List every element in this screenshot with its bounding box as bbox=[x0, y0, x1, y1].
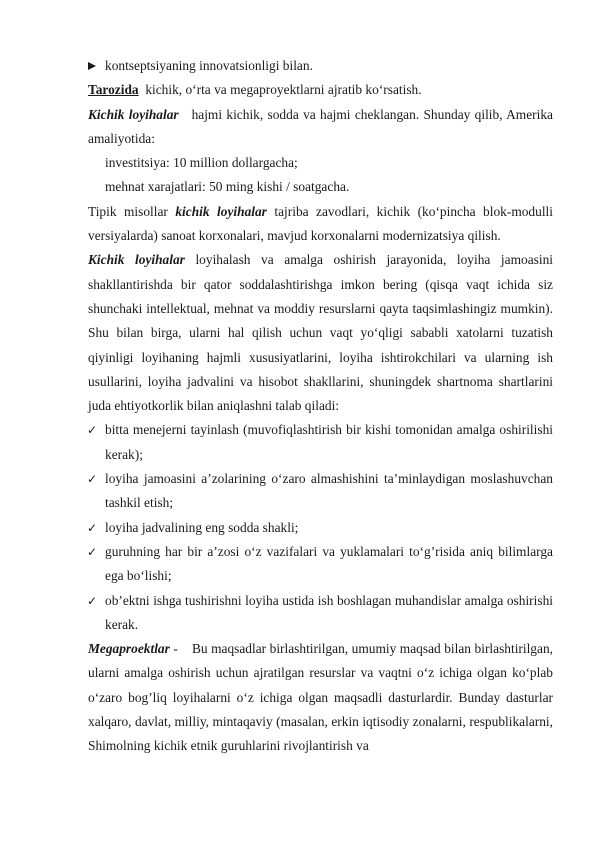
bullet-text: kontseptsiyaning innovatsionligi bilan. bbox=[105, 58, 313, 73]
kichik-definition-text: hajmi kichik, sodda va hajmi cheklangan. Shunday qilib, Amerika amaliyotida: bbox=[88, 106, 553, 146]
tipik-term: kichik loyihalar bbox=[175, 203, 267, 219]
tarozida-paragraph bbox=[88, 78, 553, 102]
check-text: loyiha jadvalining eng sodda shakli; bbox=[105, 519, 299, 535]
tipik-text: tajriba zavodlari, kichik (ko‘pincha blok-modulli versiyalarda) sanoat korxonalari, mavjud korxonalarni modernizatsiya qilish. bbox=[88, 203, 553, 244]
tarozida-text: kichik, o‘rta va megaproyektlarni ajratib ko‘rsatish. bbox=[145, 82, 422, 98]
tipik-lead: Tipik misollar bbox=[88, 203, 168, 219]
tipik-paragraph bbox=[88, 200, 553, 249]
kichik-definition bbox=[88, 103, 553, 152]
check-item bbox=[88, 516, 553, 540]
check-item bbox=[88, 418, 553, 467]
check-text: bitta menejerni tayinlash (muvofiqlashtirish bir kishi tomonidan amalga oshirilishi kerak); bbox=[105, 422, 553, 462]
checkmark-icon: ✓ bbox=[87, 544, 98, 559]
mega-dash: - bbox=[173, 641, 178, 657]
bullet-item bbox=[88, 54, 553, 78]
tarozida-term: Tarozida bbox=[88, 82, 139, 98]
checkmark-icon: ✓ bbox=[87, 593, 98, 608]
check-item bbox=[88, 589, 553, 638]
check-text: guruhning har bir a’zosi o‘z vazifalari va yuklamalari to‘g’risida aniq bilimlarga ega bo‘lishi; bbox=[105, 543, 553, 584]
kichik-term: Kichik loyihalar bbox=[88, 106, 179, 122]
mega-term: Megaproektlar bbox=[88, 641, 170, 657]
check-text: ob’ektni ishga tushirishni loyiha ustida ish boshlagan muhandislar amalga oshirishi kerak. bbox=[105, 592, 553, 632]
mega-text: Bu maqsadlar birlashtirilgan, umumiy maqsad bilan birlashtirilgan, ularni amalga oshirish uchun ajratilgan resurslar va vaqtni o‘z ichiga olgan ko‘plab o‘zaro bog’liq loyihalarni o‘z ichiga olgan maqsadli dasturlardir. Bunday dasturlar xalqaro, davlat, milliy, mintaqaviy (masalan, erkin iqtisodiy zonalarni, respublikalarni, Shimolning kichik etnik guruhlarini rivojlantirish va bbox=[88, 641, 553, 754]
megaproekt-paragraph bbox=[88, 637, 553, 758]
arrow-bullet-icon bbox=[87, 54, 103, 78]
kichik-para-term: Kichik loyihalar bbox=[88, 252, 185, 268]
criteria-line: investitsiya: 10 million dollargacha; bbox=[105, 155, 298, 171]
kichik-para-text: loyihalash va amalga oshirish jarayonida, loyiha jamoasini shakllantirishda bir qator soddalashtirishga imkon bering (qisqa vaqt ichida siz shunchaki intellektual, mehnat va moddiy resurslarni qayta taqsimlashingiz mumkin). Shu bilan birga, ularni hal qilish uchun vaqt yo‘qligi sababli xatolarni tuzatish qiyinligi loyihaning hajmli xususiyatlarini, loyiha ishtirokchilari va ularning ish usullarini, loyiha jadvalini va hisobot shakllarini, shuningdek shartnoma shartlarini juda ehtiyotkorlik bilan aniqlashni talab qiladi: bbox=[88, 252, 553, 414]
checkmark-icon: ✓ bbox=[87, 520, 98, 535]
document-page bbox=[88, 54, 553, 759]
check-item bbox=[88, 540, 553, 589]
criteria-line: mehnat xarajatlari: 50 ming kishi / soatgacha. bbox=[105, 179, 350, 195]
checkmark-icon: ✓ bbox=[87, 423, 98, 438]
checkmark-icon: ✓ bbox=[87, 472, 98, 487]
check-text: loyiha jamoasini a’zolarining o‘zaro almashishini ta’minlaydigan moslashuvchan tashkil etish; bbox=[105, 471, 553, 511]
check-item bbox=[88, 467, 553, 516]
kichik-paragraph bbox=[88, 248, 553, 418]
